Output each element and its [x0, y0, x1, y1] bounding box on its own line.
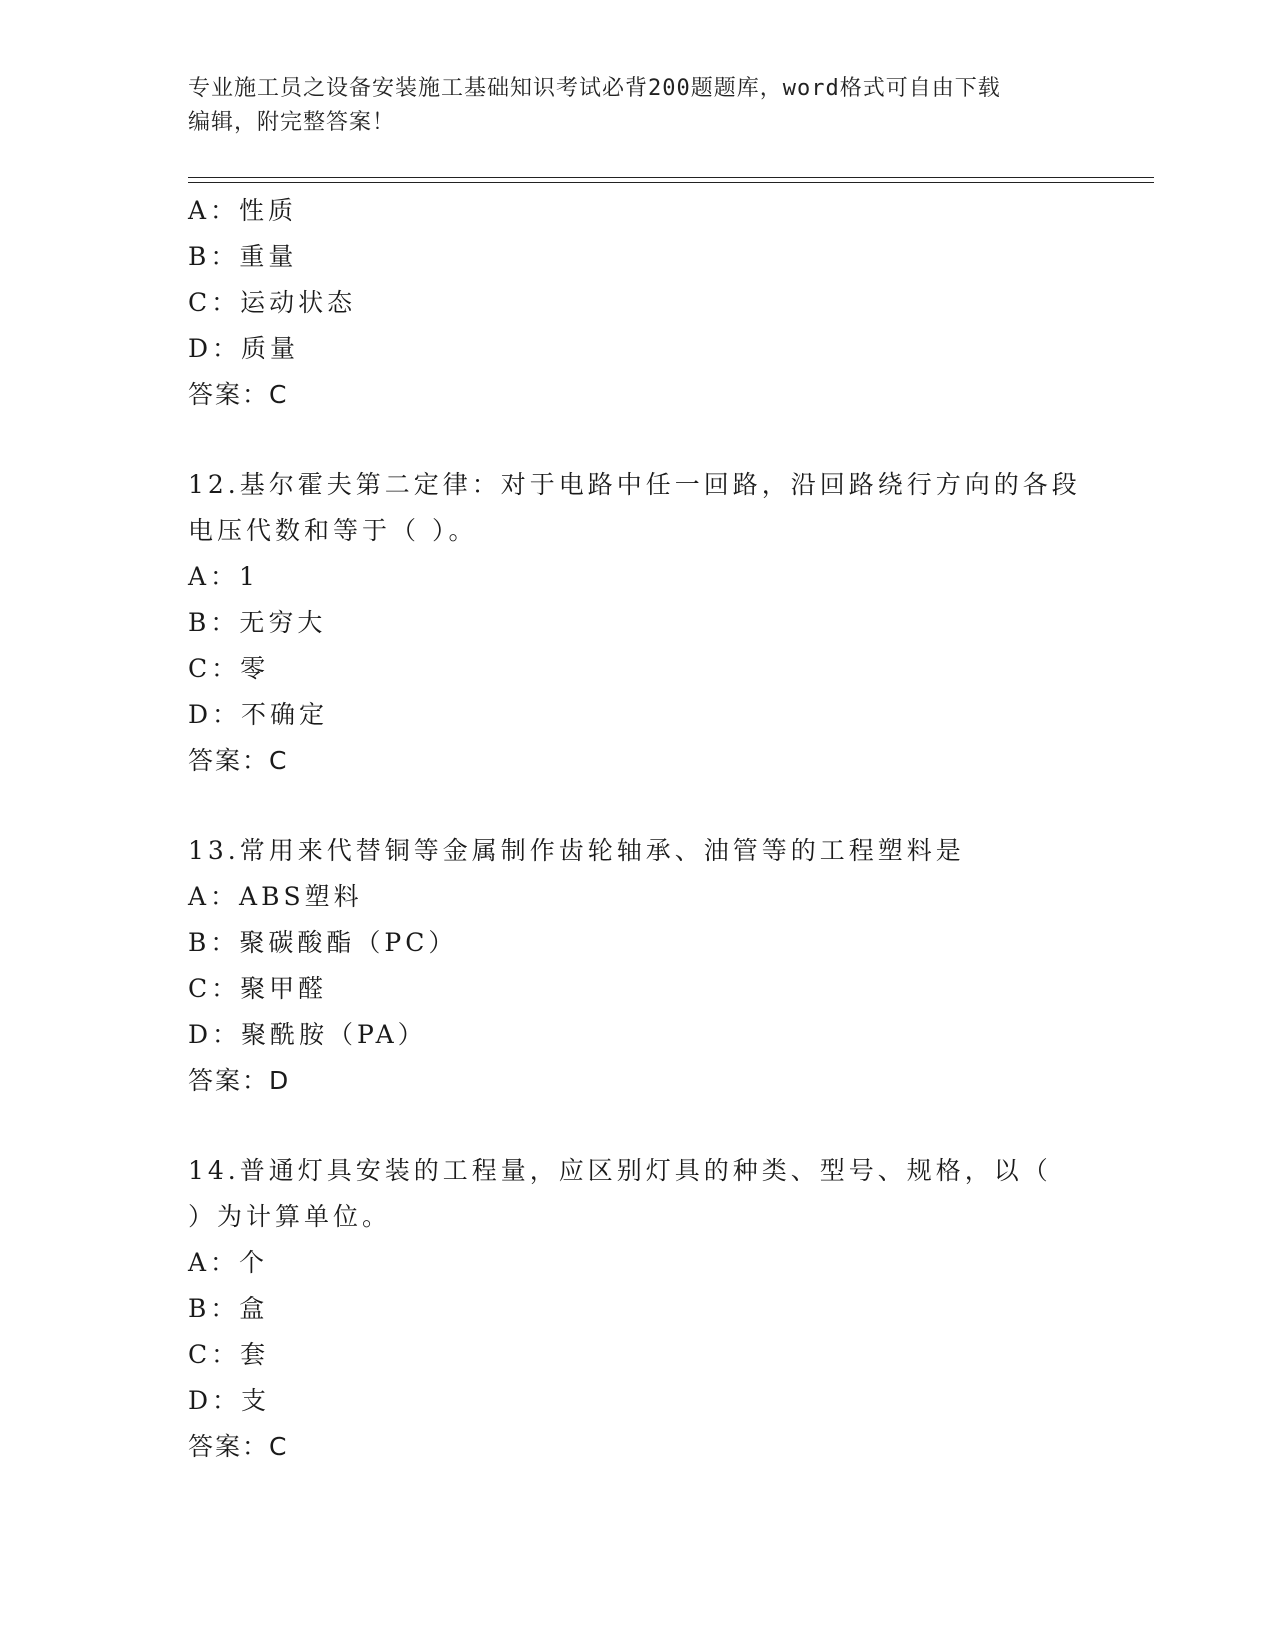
option-b: B：聚碳酸酯（PC） — [188, 928, 458, 957]
option-d: D：不确定 — [188, 700, 329, 729]
option-a: A：ABS塑料 — [188, 882, 363, 911]
header-line-2: 编辑，附完整答案！ — [188, 110, 396, 135]
option-d: D：聚酰胺（PA） — [188, 1020, 427, 1049]
option-b: B：重量 — [188, 242, 298, 271]
question-14 — [188, 1148, 1088, 1470]
question-text-line: 14.普通灯具安装的工程量，应区别灯具的种类、型号、规格，以（ — [188, 1156, 1052, 1185]
option-c: C：聚甲醛 — [188, 974, 328, 1003]
answer-line: 答案：C — [188, 746, 289, 775]
question-12 — [188, 462, 1088, 784]
question-13 — [188, 828, 1088, 1104]
question-text-line: 12.基尔霍夫第二定律：对于电路中任一回路，沿回路绕行方向的各段 — [188, 470, 1081, 499]
answer-line: 答案：C — [188, 380, 289, 409]
option-a: A：个 — [188, 1248, 269, 1277]
option-c: C：零 — [188, 654, 270, 683]
option-b: B：无穷大 — [188, 608, 327, 637]
question-text-line: ）为计算单位。 — [188, 1202, 392, 1231]
option-a: A：1 — [188, 562, 259, 591]
header-rule-top — [188, 177, 1154, 178]
answer-line: 答案：D — [188, 1066, 291, 1095]
option-c: C：套 — [188, 1340, 270, 1369]
question-text-line: 13.常用来代替铜等金属制作齿轮轴承、油管等的工程塑料是 — [188, 836, 965, 865]
question-list — [188, 188, 1088, 1470]
option-c: C：运动状态 — [188, 288, 357, 317]
option-b: B：盒 — [188, 1294, 269, 1323]
question-11-continued — [188, 188, 1088, 418]
header-line-1: 专业施工员之设备安装施工基础知识考试必背200题题库，word格式可自由下载 — [188, 76, 1001, 101]
document-header — [188, 72, 1078, 140]
question-text-line: 电压代数和等于（ ）。 — [188, 516, 478, 545]
option-d: D：质量 — [188, 334, 300, 363]
option-d: D：支 — [188, 1386, 271, 1415]
option-a: A：性质 — [188, 196, 298, 225]
answer-line: 答案：C — [188, 1432, 289, 1461]
header-rule-bottom — [188, 182, 1154, 183]
